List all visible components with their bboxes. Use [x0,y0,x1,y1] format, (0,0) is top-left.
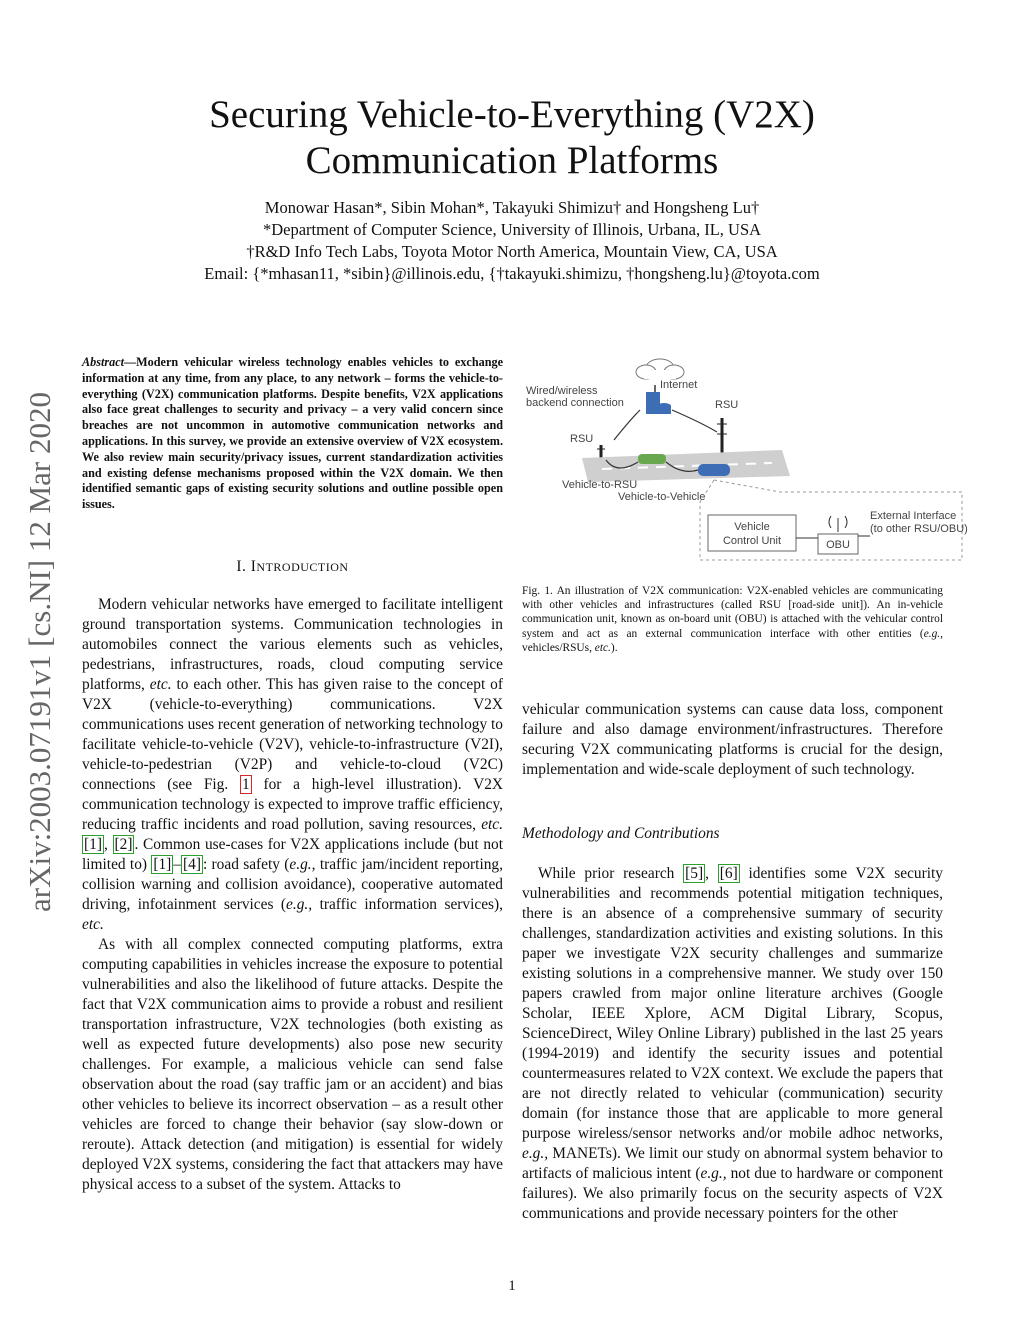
affiliation-1: *Department of Computer Science, University of Illinois, Urbana, IL, USA [262,220,762,239]
cloud-icon [636,359,684,379]
citation-link[interactable]: [1] [84,835,102,853]
page-number: 1 [508,1278,516,1294]
rsu-right-label: RSU [715,399,739,411]
title-line-1: Securing Vehicle-to-Everything (V2X) [209,93,815,136]
intro-paragraph-2: As with all complex connected computing platforms, extra computing capabilities in vehicles increase the exposure to potential vulnerabilities and also the likelihood of future attacks. Despite the fact that V2X communication aims to provide a robust and resilient transportation infrastructure, V2X technologies (both existing as well as expected future developments) also pose new security challenges. For example, a malicious vehicle can send false observation about the road (say traffic jam or an accident) and bias other vehicles to believe its incorrect observation – as a result other vehicles are forced to change their behavior (say slow-down or reroute). Attack detection (and mitigation) is essential for widely deployed V2X systems, considering the fact that attackers may have physical access to a subset of the system. Attacks to [82,935,503,1193]
citation-link[interactable]: [4] [183,855,201,873]
right-paragraph-1: vehicular communication systems can cause data loss, component failure and also damage environment/infrastructures. Therefore securing V2X communicating platforms is crucial for the design, implementation and wide-scale deployment of such technology. [522,701,943,778]
figure-caption: Fig. 1. An illustration of V2X communication: V2X-enabled vehicles are communicating with other vehicles and infrastructures (called RSU [road-side unit]). An in-vehicle communication unit, known as on-board unit (OBU) is attached with the vehicular control system and act as an external communication interface with other entities (e.g., vehicles/RSUs, etc.). [522,585,943,654]
citation-link[interactable]: [6] [719,865,738,882]
subsection-heading: Methodology and Contributions [522,825,720,842]
ext-label-2: (to other RSU/OBU) [870,523,968,535]
v2rsu-label: Vehicle-to-RSU [562,479,638,491]
title-line-2: Communication Platforms [305,139,719,182]
vehicle-green [638,454,666,464]
vcu-label-2: Control Unit [722,535,782,547]
wired-label-2: backend connection [526,397,624,409]
internet-label: Internet [660,379,698,391]
section-heading-introduction: I. INTRODUCTION [236,557,349,575]
affiliation-2: †R&D Info Tech Labs, Toyota Motor North America, Mountain View, CA, USA [246,242,778,261]
obu-label: OBU [826,539,850,551]
author-emails: Email: {*mhasan11, *sibin}@illinois.edu, {†takayuki.shimizu, †hongsheng.lu}@toyota.com [204,264,820,283]
abstract-label: Abstract [82,355,124,369]
left-column [82,355,503,1195]
ext-label-1: External Interface [870,510,957,522]
right-column [522,700,943,1224]
vcu-label-1: Vehicle [734,521,770,533]
arxiv-stamp: arXiv:2003.07191v1 [cs.NI] 12 Mar 2020 [22,391,57,913]
intro-paragraph-1: Modern vehicular networks have emerged to facilitate intelligent ground transportation systems. Communication technologies in automobiles connect the various elements such as vehicles, pedestrians, infrastructures, roads, cloud computing service platforms, etc. to each other. This has given raise to the concept of V2X (vehicle-to-everything) communications. V2X communications uses recent generation of networking technology to facilitate vehicle-to-vehicle (V2V), vehicle-to-infrastructure (V2I), vehicle-to-pedestrian (V2P) and vehicle-to-cloud (V2C) connections (see Fig. 1 for a high-level illustration). V2X communication technology is expected to improve traffic efficiency, reducing traffic incidents and road pollution, saving resources, etc. [1] , [2] . Common use-cases for V2X applications include (but not limited to) [1] – [4] : road safety (e.g., traffic jam/incident reporting, collision warning and collision avoidance), cooperative automated driving, infotainment services (e.g., traffic information services), etc. [82,595,504,933]
author-names: Monowar Hasan*, Sibin Mohan*, Takayuki Shimizu† and Hongsheng Lu† [264,198,760,217]
v2x-figure [522,350,982,570]
v2v-label: Vehicle-to-Vehicle [618,491,706,503]
abstract [82,355,503,513]
citation-link[interactable]: [1] [153,855,172,873]
citation-link[interactable]: [2] [114,835,133,853]
rsu-tower-left-icon [597,445,605,458]
rsu-left-label: RSU [570,433,594,445]
citation-link[interactable]: [5] [685,865,704,882]
antenna-icon [829,516,847,532]
wired-label-1: Wired/wireless [526,385,598,397]
right-paragraph-2: While prior research [5] , [6] identifies some V2X security vulnerabilities and recommends potential mitigation techniques, there is an absence of a comprehensive summary of security challenges, standardization activities and existing solutions. In this paper we investigate V2X security challenges and summarize existing solutions in a comprehensive manner. We study over 150 papers crawled from major online literature archives (Google Scholar, IEEE Xplore, ACM Digital Library, Scopus, ScienceDirect, Wiley Online Library) published in the last 25 years (1994-2019) and identify the security issues and potential countermeasures related to V2X context. We exclude the papers that are not directly related to vehicular (communication) security domain (for instance those that are applicable to more general purpose wireless/sensor networks and/or mobile adhoc networks, e.g., MANETs). We limit our study on abnormal system behavior to artifacts of malicious intent (e.g., not due to hardware or component failures). We also primarily focus on the security aspects of V2X communications and provide necessary pointers for the other [522,865,943,1222]
vehicle-blue [698,464,730,476]
abstract-text: —Modern vehicular wireless technology enables vehicles to exchange information at any time, from any place, to any network – forms the vehicle-to-everything (V2X) communication platforms. Despite benefits, V2X applications also face great challenges to security and privacy – a very valid concern since breaches are not uncommon in automotive communication networks and applications. In this survey, we provide an extensive overview of V2X ecosystem. We also review main security/privacy issues, current standardization activities and existing defense mechanisms proposed within the V2X domain. We then identified semantic gaps of existing security solutions and outline possible open issues. [82,355,503,512]
figure-link[interactable]: 1 [241,775,250,793]
author-block [0,197,1024,285]
server-icon [646,392,671,414]
paper-title [0,92,1024,184]
